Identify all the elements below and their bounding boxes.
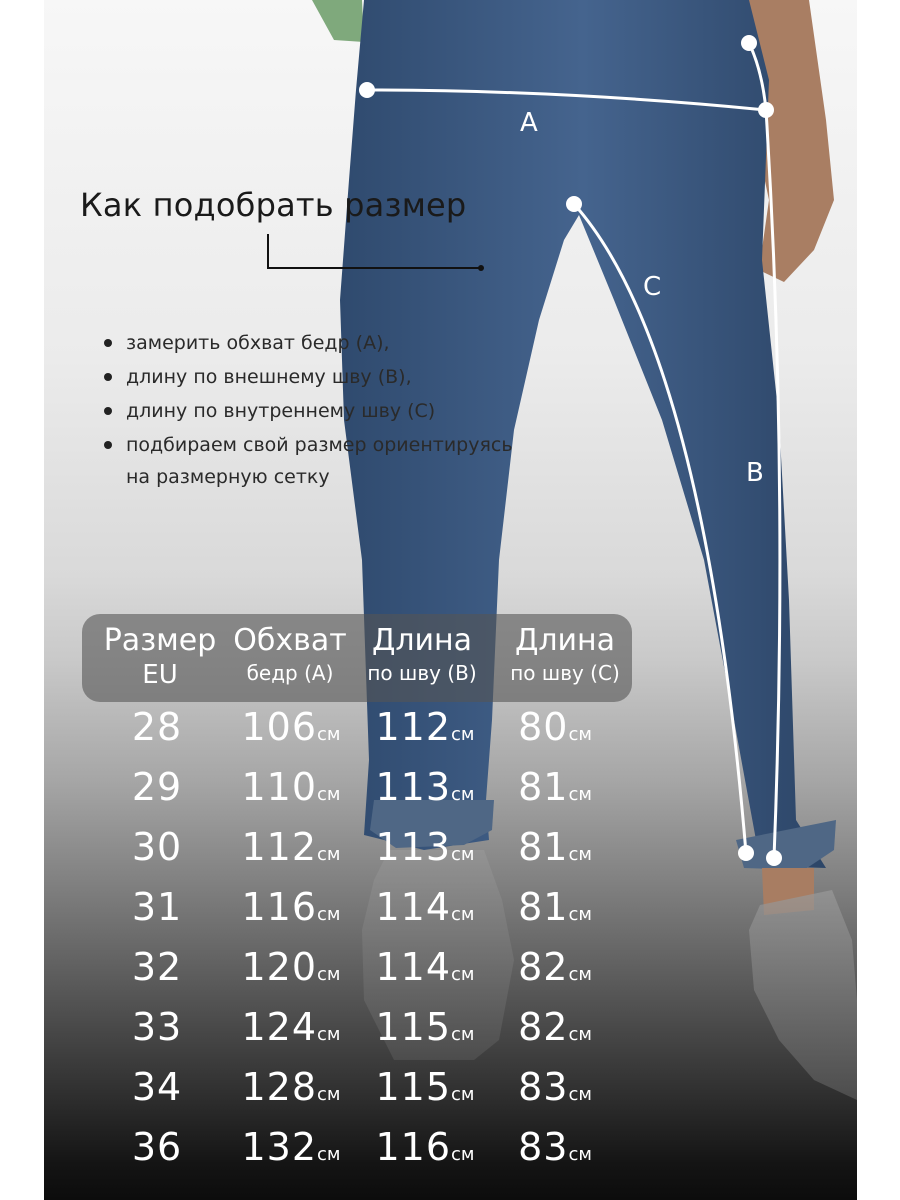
size-cell: 36 (131, 1125, 183, 1169)
unit-label: см (568, 1024, 592, 1045)
hip-value: 120 (241, 945, 318, 989)
unit-label: см (317, 1084, 341, 1105)
unit-label: см (317, 1144, 341, 1165)
unit-label: см (568, 1084, 592, 1105)
hip-value: 124 (241, 1005, 318, 1049)
outseam-value: 115 (375, 1065, 452, 1109)
outseam-cell (360, 1062, 490, 1120)
unit-label: см (317, 904, 341, 925)
outseam-cell (360, 762, 490, 820)
point-a-right (758, 102, 774, 118)
inseam-value: 82 (518, 1005, 569, 1049)
unit-label: см (568, 964, 592, 985)
unit-label: см (451, 1024, 475, 1045)
inseam-value: 81 (518, 765, 569, 809)
header-inseam (500, 622, 630, 686)
unit-label: см (451, 1144, 475, 1165)
inseam-cell (500, 1062, 610, 1120)
header-hip (228, 622, 352, 686)
measure-label-a: A (520, 108, 538, 138)
size-cell: 31 (131, 885, 183, 929)
header-outseam-line2: по шву (В) (367, 661, 477, 685)
unit-label: см (568, 724, 592, 745)
inseam-value: 82 (518, 945, 569, 989)
header-hip-line1: Обхват (233, 623, 347, 658)
unit-label: см (317, 1024, 341, 1045)
hip-cell (226, 1062, 356, 1120)
outseam-cell (360, 1002, 490, 1060)
hip-cell (226, 762, 356, 820)
unit-label: см (317, 784, 341, 805)
size-cell: 28 (131, 705, 183, 749)
outseam-cell (360, 822, 490, 880)
inseam-cell (500, 762, 610, 820)
table-row (0, 822, 900, 880)
unit-label: см (317, 724, 341, 745)
hip-cell (226, 822, 356, 880)
outseam-value: 114 (375, 885, 452, 929)
unit-label: см (568, 904, 592, 925)
header-size-line1: Размер (103, 623, 217, 658)
hip-cell (226, 882, 356, 940)
header-inseam-line1: Длина (514, 623, 616, 658)
inseam-cell (500, 882, 610, 940)
unit-label: см (451, 844, 475, 865)
instruction-item (104, 428, 536, 493)
hip-value: 128 (241, 1065, 318, 1109)
shirt-shape (312, 0, 364, 42)
inseam-value: 83 (518, 1125, 569, 1169)
title-underline-dot (478, 265, 484, 271)
hip-cell (226, 1002, 356, 1060)
measure-label-b: B (746, 458, 764, 488)
outseam-value: 116 (375, 1125, 452, 1169)
inseam-cell (500, 1122, 610, 1180)
page-title: Как подобрать размер (80, 186, 467, 224)
instruction-item-text: подбираем свой размер ориентируясь на размерную сетку (126, 434, 513, 488)
unit-label: см (451, 964, 475, 985)
outseam-value: 113 (375, 825, 452, 869)
hip-cell (226, 702, 356, 760)
inseam-cell (500, 702, 610, 760)
size-cell: 32 (131, 945, 183, 989)
unit-label: см (451, 1084, 475, 1105)
header-outseam-line1: Длина (371, 623, 473, 658)
hip-value: 116 (241, 885, 318, 929)
unit-label: см (317, 964, 341, 985)
instruction-item: длину по внешнему шву (В), (104, 360, 536, 394)
hip-value: 106 (241, 705, 318, 749)
table-row (0, 1062, 900, 1120)
size-cell: 34 (131, 1065, 183, 1109)
point-b-top (741, 35, 757, 51)
header-size-line2: EU (142, 660, 178, 690)
outseam-value: 115 (375, 1005, 452, 1049)
hip-cell (226, 942, 356, 1000)
unit-label: см (451, 784, 475, 805)
header-hip-line2: бедр (А) (246, 661, 334, 685)
outseam-value: 112 (375, 705, 452, 749)
hip-value: 112 (241, 825, 318, 869)
outseam-value: 113 (375, 765, 452, 809)
outseam-value: 114 (375, 945, 452, 989)
header-inseam-line2: по шву (С) (510, 661, 620, 685)
header-outseam (358, 622, 486, 686)
hip-cell (226, 1122, 356, 1180)
hip-value: 110 (241, 765, 318, 809)
inseam-value: 81 (518, 885, 569, 929)
outseam-cell (360, 702, 490, 760)
size-cell: 29 (131, 765, 183, 809)
inseam-cell (500, 822, 610, 880)
outseam-cell (360, 1122, 490, 1180)
point-c-top (566, 196, 582, 212)
instruction-item: длину по внутреннему шву (С) (104, 394, 536, 428)
table-row (0, 702, 900, 760)
outseam-cell (360, 882, 490, 940)
header-size (100, 622, 220, 690)
table-row (0, 882, 900, 940)
inseam-cell (500, 942, 610, 1000)
table-row (0, 1122, 900, 1180)
unit-label: см (451, 724, 475, 745)
outseam-cell (360, 942, 490, 1000)
inseam-value: 83 (518, 1065, 569, 1109)
inseam-value: 80 (518, 705, 569, 749)
measure-label-c: C (643, 272, 662, 302)
table-row (0, 762, 900, 820)
unit-label: см (317, 844, 341, 865)
point-a-left (359, 82, 375, 98)
table-row (0, 942, 900, 1000)
size-cell: 30 (131, 825, 183, 869)
hip-value: 132 (241, 1125, 318, 1169)
unit-label: см (568, 784, 592, 805)
unit-label: см (568, 1144, 592, 1165)
size-cell: 33 (131, 1005, 183, 1049)
instruction-item: замерить обхват бедр (А), (104, 326, 536, 360)
unit-label: см (568, 844, 592, 865)
inseam-cell (500, 1002, 610, 1060)
unit-label: см (451, 904, 475, 925)
instructions-list (104, 326, 536, 493)
table-row (0, 1002, 900, 1060)
inseam-value: 81 (518, 825, 569, 869)
